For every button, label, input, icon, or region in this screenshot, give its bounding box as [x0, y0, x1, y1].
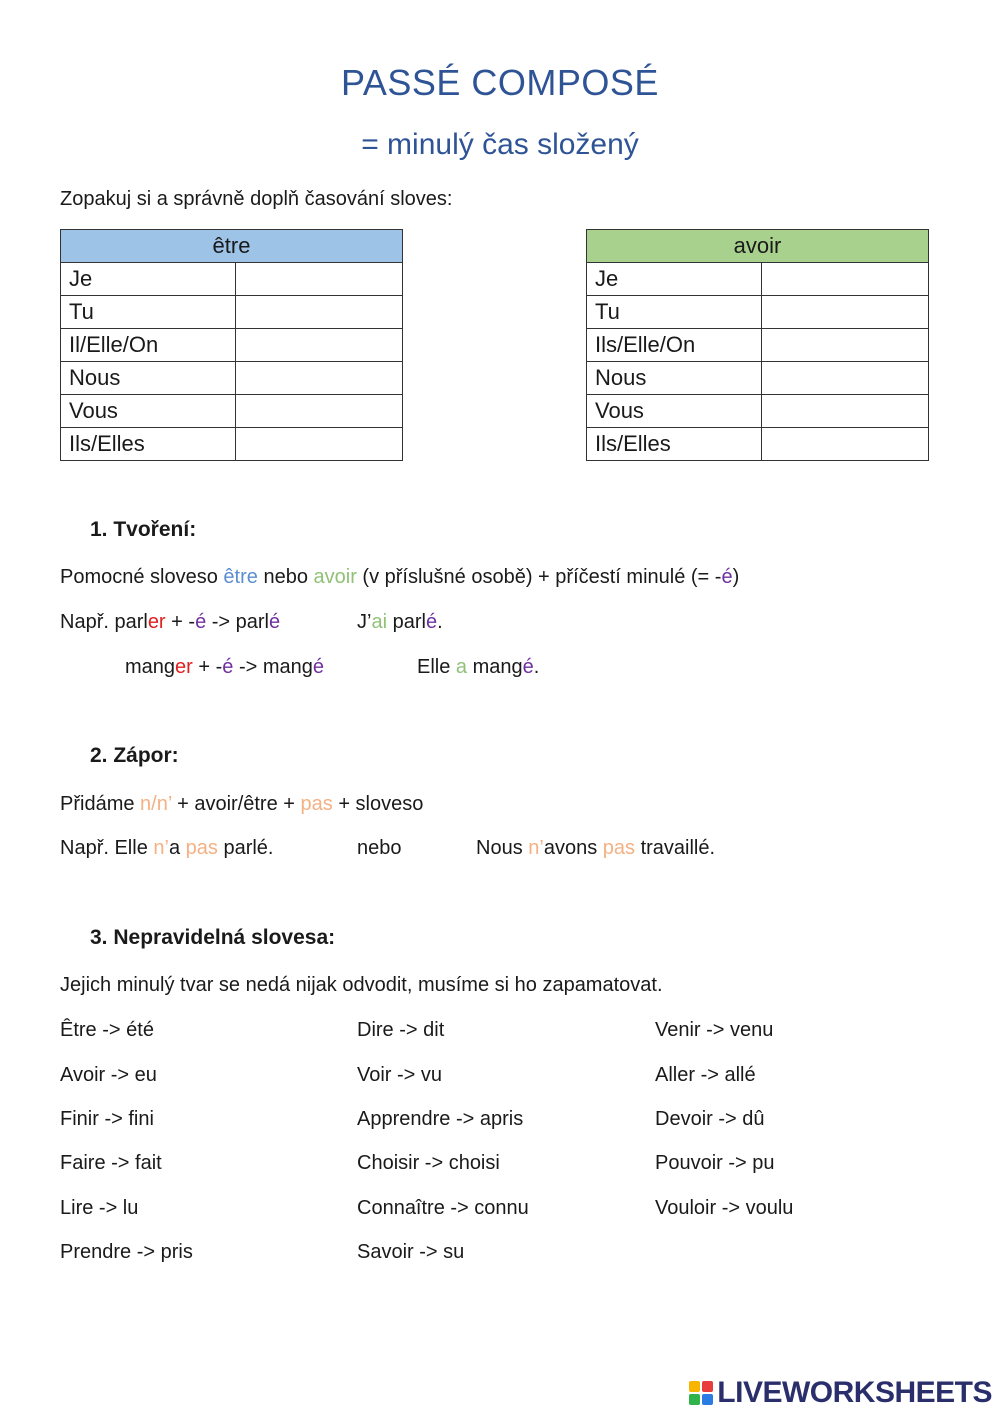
- table-row: [587, 329, 929, 362]
- rule-text: (v příslušné osobě) + příčestí minulé (= -: [356, 566, 722, 588]
- negation-example-1: [60, 835, 273, 861]
- pronoun-cell: Il/Elle/On: [61, 329, 236, 362]
- avoir-answer-input[interactable]: [762, 330, 928, 361]
- example-text: Např. parl: [60, 611, 148, 633]
- avoir-answer-input[interactable]: [762, 264, 928, 295]
- ending-highlight: é: [312, 656, 325, 678]
- formation-rule: [60, 564, 739, 590]
- avoir-answer-input[interactable]: [762, 429, 928, 460]
- avoir-answer-input[interactable]: [762, 396, 928, 427]
- example-text: parl: [387, 611, 426, 633]
- table-row: [587, 395, 929, 428]
- list-item: Finir -> fini: [60, 1108, 154, 1130]
- irregular-intro: Jejich minulý tvar se nedá nijak odvodit, musíme si ho zapamatovat.: [60, 974, 663, 996]
- answer-cell[interactable]: [762, 362, 929, 395]
- example-text: Např. Elle: [60, 837, 154, 859]
- avoir-conjugation-table: [586, 229, 929, 461]
- etre-answer-input[interactable]: [236, 264, 402, 295]
- rule-text: + avoir/être +: [171, 793, 301, 815]
- answer-cell[interactable]: [762, 263, 929, 296]
- rule-text: Pomocné sloveso: [60, 566, 224, 588]
- example-elle-a-mange: [417, 654, 539, 680]
- example-text: -> parl: [206, 611, 269, 633]
- example-text: travaillé.: [635, 837, 716, 859]
- list-item: Vouloir -> voulu: [655, 1197, 794, 1219]
- negation-highlight: pas: [602, 837, 636, 859]
- etre-table-header: être: [61, 230, 403, 263]
- table-row: [61, 329, 403, 362]
- avoir-table-header: avoir: [587, 230, 929, 263]
- list-item: Dire -> dit: [357, 1019, 445, 1041]
- ending-highlight: é: [195, 611, 207, 633]
- rule-text: ): [732, 566, 740, 588]
- example-manger: [125, 654, 324, 680]
- example-text: .: [437, 611, 443, 633]
- section-1-heading: 1. Tvoření:: [90, 518, 197, 541]
- list-item: Prendre -> pris: [60, 1241, 193, 1263]
- list-item: Savoir -> su: [357, 1241, 465, 1263]
- example-text: Nous: [476, 837, 529, 859]
- list-item: Connaître -> connu: [357, 1197, 529, 1219]
- avoir-highlight: avoir: [313, 566, 357, 588]
- example-jai-parle: [357, 609, 443, 635]
- pronoun-cell: Tu: [587, 296, 762, 329]
- or-word: nebo: [357, 837, 402, 859]
- answer-cell[interactable]: [762, 296, 929, 329]
- example-text: Elle: [417, 656, 456, 678]
- example-text: J’: [357, 611, 372, 633]
- example-text: parlé.: [217, 837, 274, 859]
- list-item: Lire -> lu: [60, 1197, 139, 1219]
- table-row: [61, 395, 403, 428]
- avoir-answer-input[interactable]: [762, 363, 928, 394]
- table-row: [587, 296, 929, 329]
- answer-cell[interactable]: [236, 395, 403, 428]
- negation-highlight: n’: [528, 837, 544, 859]
- answer-cell[interactable]: [236, 263, 403, 296]
- pronoun-cell: Vous: [61, 395, 236, 428]
- pronoun-cell: Nous: [587, 362, 762, 395]
- rule-text: + sloveso: [332, 793, 424, 815]
- pronoun-cell: Ils/Elles: [587, 428, 762, 461]
- answer-cell[interactable]: [236, 428, 403, 461]
- example-text: .: [533, 656, 540, 678]
- logo-text: LIVEWORKSHEETS: [717, 1376, 992, 1409]
- example-text: avons: [543, 837, 603, 859]
- pronoun-cell: Vous: [587, 395, 762, 428]
- logo-icon: [689, 1381, 713, 1405]
- list-item: Être -> été: [60, 1019, 154, 1041]
- etre-highlight: être: [223, 566, 258, 588]
- list-item: Faire -> fait: [60, 1152, 162, 1174]
- table-row: [61, 428, 403, 461]
- list-item: Avoir -> eu: [60, 1064, 157, 1086]
- negation-rule: [60, 791, 423, 817]
- list-item: Pouvoir -> pu: [655, 1152, 775, 1174]
- answer-cell[interactable]: [762, 395, 929, 428]
- pronoun-cell: Nous: [61, 362, 236, 395]
- liveworksheets-logo: [689, 1376, 992, 1410]
- table-row: [587, 362, 929, 395]
- list-item: Voir -> vu: [357, 1064, 443, 1086]
- pronoun-cell: Tu: [61, 296, 236, 329]
- table-row: [587, 428, 929, 461]
- answer-cell[interactable]: [762, 329, 929, 362]
- table-row: [61, 296, 403, 329]
- list-item: Choisir -> choisi: [357, 1152, 500, 1174]
- ending-highlight: é: [721, 566, 733, 588]
- instruction-text: Zopakuj si a správně doplň časování sloves:: [60, 188, 453, 210]
- table-row: [587, 263, 929, 296]
- negation-highlight: pas: [185, 837, 218, 859]
- etre-answer-input[interactable]: [236, 363, 402, 394]
- table-row: [61, 362, 403, 395]
- ending-highlight: é: [222, 656, 234, 678]
- avoir-answer-input[interactable]: [762, 297, 928, 328]
- rule-text: Přidáme: [60, 793, 141, 815]
- pronoun-cell: Je: [61, 263, 236, 296]
- answer-cell[interactable]: [762, 428, 929, 461]
- negation-highlight: pas: [300, 793, 333, 815]
- negation-highlight: n/n’: [140, 793, 172, 815]
- page-subtitle: = minulý čas složený: [361, 128, 639, 161]
- list-item: Aller -> allé: [655, 1064, 756, 1086]
- negation-highlight: n’: [153, 837, 169, 859]
- page-title: PASSÉ COMPOSÉ: [341, 62, 659, 103]
- avoir-highlight: a: [455, 656, 468, 678]
- section-3-heading: 3. Nepravidelná slovesa:: [90, 926, 336, 949]
- ending-highlight: é: [425, 611, 438, 633]
- er-highlight: er: [175, 656, 193, 678]
- ending-highlight: é: [269, 611, 281, 633]
- list-item: Apprendre -> apris: [357, 1108, 524, 1130]
- answer-cell[interactable]: [236, 296, 403, 329]
- pronoun-cell: Je: [587, 263, 762, 296]
- section-2-heading: 2. Zápor:: [90, 744, 179, 767]
- etre-answer-input[interactable]: [236, 429, 402, 460]
- table-row: [61, 263, 403, 296]
- ending-highlight: é: [522, 656, 534, 678]
- pronoun-cell: Ils/Elles: [61, 428, 236, 461]
- example-text: + -: [165, 611, 196, 633]
- avoir-highlight: ai: [371, 611, 388, 633]
- example-text: + -: [192, 656, 223, 678]
- example-text: mang: [125, 656, 176, 678]
- etre-answer-input[interactable]: [236, 396, 402, 427]
- etre-answer-input[interactable]: [236, 297, 402, 328]
- er-highlight: er: [147, 611, 166, 633]
- example-text: -> mang: [233, 656, 313, 678]
- example-text: a: [168, 837, 186, 859]
- list-item: Venir -> venu: [655, 1019, 774, 1041]
- rule-text: nebo: [257, 566, 314, 588]
- example-parler: [60, 609, 280, 635]
- etre-conjugation-table: [60, 229, 403, 461]
- etre-answer-input[interactable]: [236, 330, 402, 361]
- list-item: Devoir -> dû: [655, 1108, 765, 1130]
- example-text: mang: [467, 656, 523, 678]
- answer-cell[interactable]: [236, 329, 403, 362]
- negation-example-2: [476, 835, 715, 861]
- answer-cell[interactable]: [236, 362, 403, 395]
- pronoun-cell: Ils/Elle/On: [587, 329, 762, 362]
